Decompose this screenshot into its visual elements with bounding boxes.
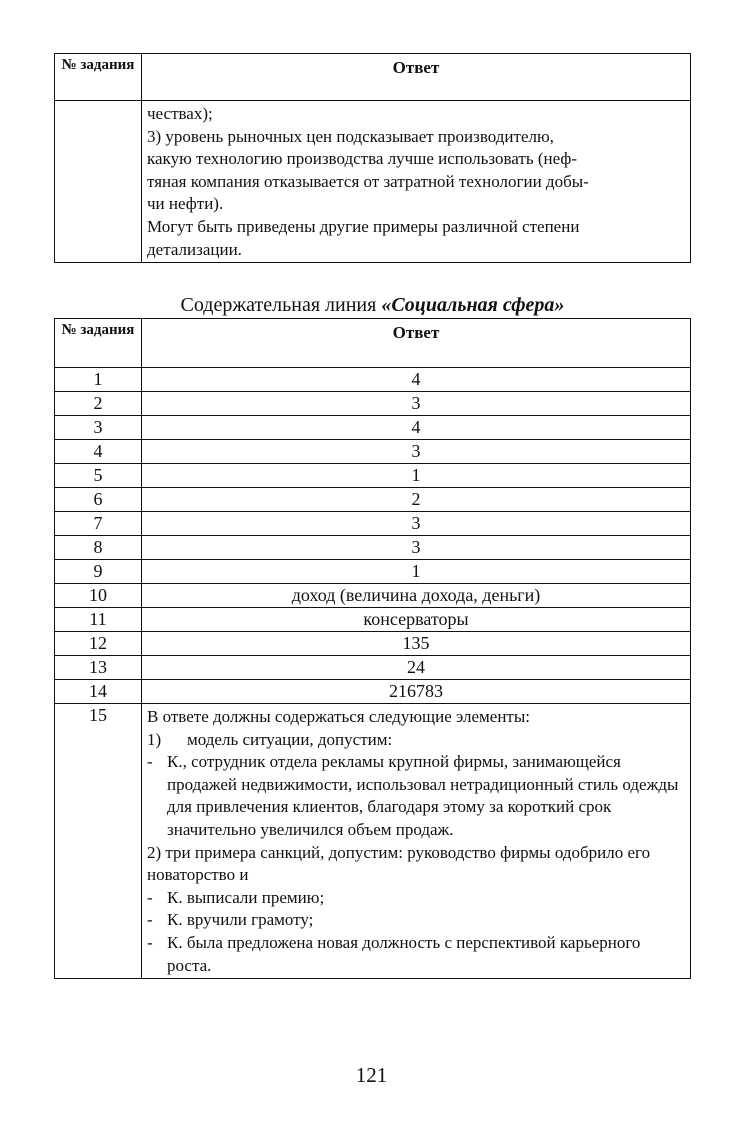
answer-value: 4 [142, 368, 691, 392]
table-row [55, 368, 691, 392]
answer-value: 216783 [142, 680, 691, 704]
list-marker: - [147, 752, 153, 772]
table-row [55, 536, 691, 560]
task-number: 4 [55, 440, 142, 464]
answer-value: 2 [142, 488, 691, 512]
task-number: 5 [55, 464, 142, 488]
header-answer: Ответ [142, 54, 691, 101]
task-number: 14 [55, 680, 142, 704]
list-item [147, 729, 684, 752]
page-number: 121 [355, 1063, 388, 1087]
answer-value: 3 [142, 440, 691, 464]
task-number: 6 [55, 488, 142, 512]
answer-paragraph: 2) три примера санкций, допустим: руководство фирмы одобрило его новаторство и [147, 842, 651, 885]
table-row [55, 680, 691, 704]
table-row [55, 488, 691, 512]
answer-value: 3 [142, 536, 691, 560]
task-number: 10 [55, 584, 142, 608]
list-text: К. была предложена новая должность с перспективой карьерного роста. [167, 932, 641, 975]
answer-line: тяная компания отказывается от затратной технологии добы- [147, 171, 589, 191]
list-item [147, 932, 684, 977]
answer-value: 4 [142, 416, 691, 440]
list-marker: - [147, 887, 153, 907]
table-row [55, 632, 691, 656]
list-item [147, 751, 684, 841]
header-task-number: № задания [55, 319, 142, 368]
section-title-plain: Содержательная линия [180, 294, 382, 316]
section-title-emphasis: «Социальная сфера» [381, 294, 565, 316]
task-number: 8 [55, 536, 142, 560]
task-number: 3 [55, 416, 142, 440]
table-row [55, 464, 691, 488]
list-marker: - [147, 910, 153, 930]
header-answer: Ответ [142, 319, 691, 368]
table-row [55, 584, 691, 608]
answer-cell [142, 101, 691, 263]
table-header-row [55, 319, 691, 368]
task-number: 2 [55, 392, 142, 416]
list-marker: 1) [147, 729, 162, 749]
list-marker: - [147, 932, 153, 952]
list-item [147, 909, 684, 932]
answer-value: 3 [142, 392, 691, 416]
section-title [54, 293, 691, 317]
table-row [55, 416, 691, 440]
answer-intro: В ответе должны содержаться следующие элементы: [147, 707, 530, 726]
answer-value: 1 [142, 464, 691, 488]
table-row [55, 656, 691, 680]
task-number: 15 [55, 704, 142, 979]
answer-table-continued [54, 53, 691, 263]
table-row [55, 392, 691, 416]
list-text: К. вручили грамоту; [167, 910, 314, 930]
table-header-row [55, 54, 691, 101]
header-task-number: № задания [55, 54, 142, 101]
answer-line: какую технологию производства лучше использовать (неф- [147, 149, 578, 169]
task-number: 13 [55, 656, 142, 680]
table-row [55, 608, 691, 632]
table-row [55, 101, 691, 263]
answer-cell [142, 704, 691, 979]
table-row [55, 704, 691, 979]
table-row [55, 560, 691, 584]
answer-value: 24 [142, 656, 691, 680]
list-text: К., сотрудник отдела рекламы крупной фирмы, занимающейся продажей недвижимости, использовал нетрадиционный стиль одежды для привлечения клиентов, благодаря этому за короткий срок значительно увеличился объем продаж. [167, 752, 679, 839]
table-row [55, 512, 691, 536]
answer-value: доход (величина дохода, деньги) [142, 584, 691, 608]
answer-line: 3) уровень рыночных цен подсказывает производителю, [147, 126, 554, 146]
answer-value: 3 [142, 512, 691, 536]
answer-line: чи нефти). [147, 194, 224, 214]
social-sphere-table [54, 318, 691, 979]
answer-line: чествах); [147, 104, 213, 123]
task-number: 1 [55, 368, 142, 392]
task-number: 7 [55, 512, 142, 536]
answer-value: консерваторы [142, 608, 691, 632]
answer-value: 135 [142, 632, 691, 656]
answer-line: Могут быть приведены другие примеры различной степени [147, 216, 580, 236]
answer-line: детализации. [147, 239, 242, 259]
list-text: модель ситуации, допустим: [187, 729, 393, 749]
list-item [147, 887, 684, 910]
task-number: 9 [55, 560, 142, 584]
task-number: 11 [55, 608, 142, 632]
answer-value: 1 [142, 560, 691, 584]
table-row [55, 440, 691, 464]
task-number: 12 [55, 632, 142, 656]
list-text: К. выписали премию; [167, 887, 325, 907]
task-number-cell [55, 101, 142, 263]
